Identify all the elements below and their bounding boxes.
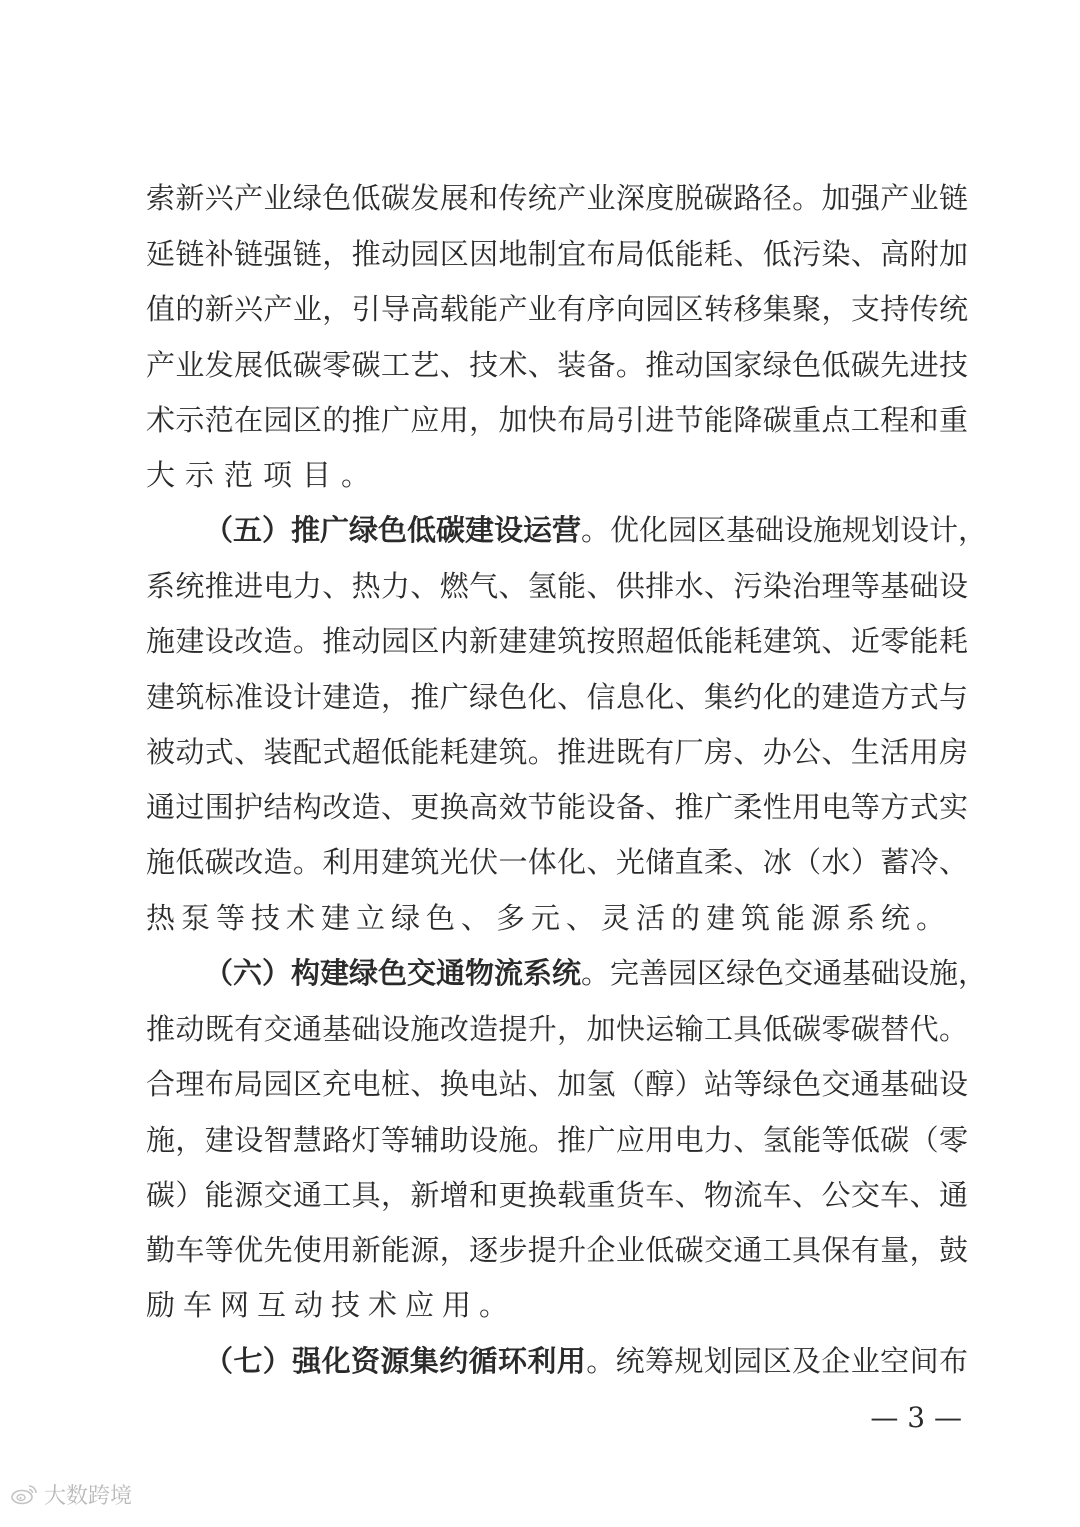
paragraph-2-first-line xyxy=(204,510,988,550)
watermark xyxy=(10,1474,132,1514)
paragraph-2-line-5: 被动式、装配式超低能耗建筑。推进既有厂房、办公、生活用房 xyxy=(146,735,968,769)
paragraph-3-first-line xyxy=(204,953,988,993)
paragraph-3-line-4: 施，建设智慧路灯等辅助设施。推广应用电力、氢能等低碳（零 xyxy=(146,1123,968,1157)
section-heading-7: （七）强化资源集约循环利用 xyxy=(204,1344,587,1378)
paragraph-2-line-7: 施低碳改造。利用建筑光伏一体化、光储直柔、冰（水）蓄冷、 xyxy=(146,845,968,879)
section-heading-5: （五）推广绿色低碳建设运营 xyxy=(204,513,582,547)
paragraph-4-first-line xyxy=(204,1341,968,1381)
paragraph-2-line-8: 热泵等技术建立绿色、多元、灵活的建筑能源系统。 xyxy=(146,901,952,935)
paragraph-1-line-3: 值的新兴产业，引导高载能产业有序向园区转移集聚，支持传统 xyxy=(146,292,968,326)
watermark-text: 大数跨境 xyxy=(44,1483,133,1509)
paragraph-1-line-4: 产业发展低碳零碳工艺、技术、装备。推动国家绿色低碳先进技 xyxy=(146,348,968,382)
paragraph-1-line-1: 索新兴产业绿色低碳发展和传统产业深度脱碳路径。加强产业链 xyxy=(146,181,968,215)
paragraph-2-first-line-text: 。优化园区基础设施规划设计， xyxy=(581,513,988,547)
page-number: — 3 — xyxy=(870,1401,962,1434)
paragraph-2-line-3: 施建设改造。推动园区内新建建筑按照超低能耗建筑、近零能耗 xyxy=(146,624,968,658)
paragraph-3-first-line-text: 。完善园区绿色交通基础设施， xyxy=(581,956,988,990)
paragraph-3-line-6: 勤车等优先使用新能源，逐步提升企业低碳交通工具保有量，鼓 xyxy=(146,1233,968,1267)
paragraph-3-line-3: 合理布局园区充电桩、换电站、加氢（醇）站等绿色交通基础设 xyxy=(146,1067,968,1101)
weibo-logo-icon xyxy=(10,1483,38,1505)
section-heading-6: （六）构建绿色交通物流系统 xyxy=(204,956,582,990)
paragraph-2-line-2: 系统推进电力、热力、燃气、氢能、供排水、污染治理等基础设 xyxy=(146,569,968,603)
paragraph-1-line-2: 延链补链强链，推动园区因地制宜布局低能耗、低污染、高附加 xyxy=(146,237,968,271)
paragraph-2-line-6: 通过围护结构改造、更换高效节能设备、推广柔性用电等方式实 xyxy=(146,790,968,824)
paragraph-1-line-5: 术示范在园区的推广应用，加快布局引进节能降碳重点工程和重 xyxy=(146,403,968,437)
paragraph-1-line-6: 大示范项目。 xyxy=(146,458,381,492)
paragraph-3-line-5: 碳）能源交通工具，新增和更换载重货车、物流车、公交车、通 xyxy=(146,1178,968,1212)
paragraph-4-first-line-text: 。统筹规划园区及企业空间布 xyxy=(586,1344,968,1378)
paragraph-3-line-7: 励车网互动技术应用。 xyxy=(146,1288,517,1322)
paragraph-3-line-2: 推动既有交通基础设施改造提升，加快运输工具低碳零碳替代。 xyxy=(146,1012,968,1046)
paragraph-2-line-4: 建筑标准设计建造，推广绿色化、信息化、集约化的建造方式与 xyxy=(146,680,968,714)
